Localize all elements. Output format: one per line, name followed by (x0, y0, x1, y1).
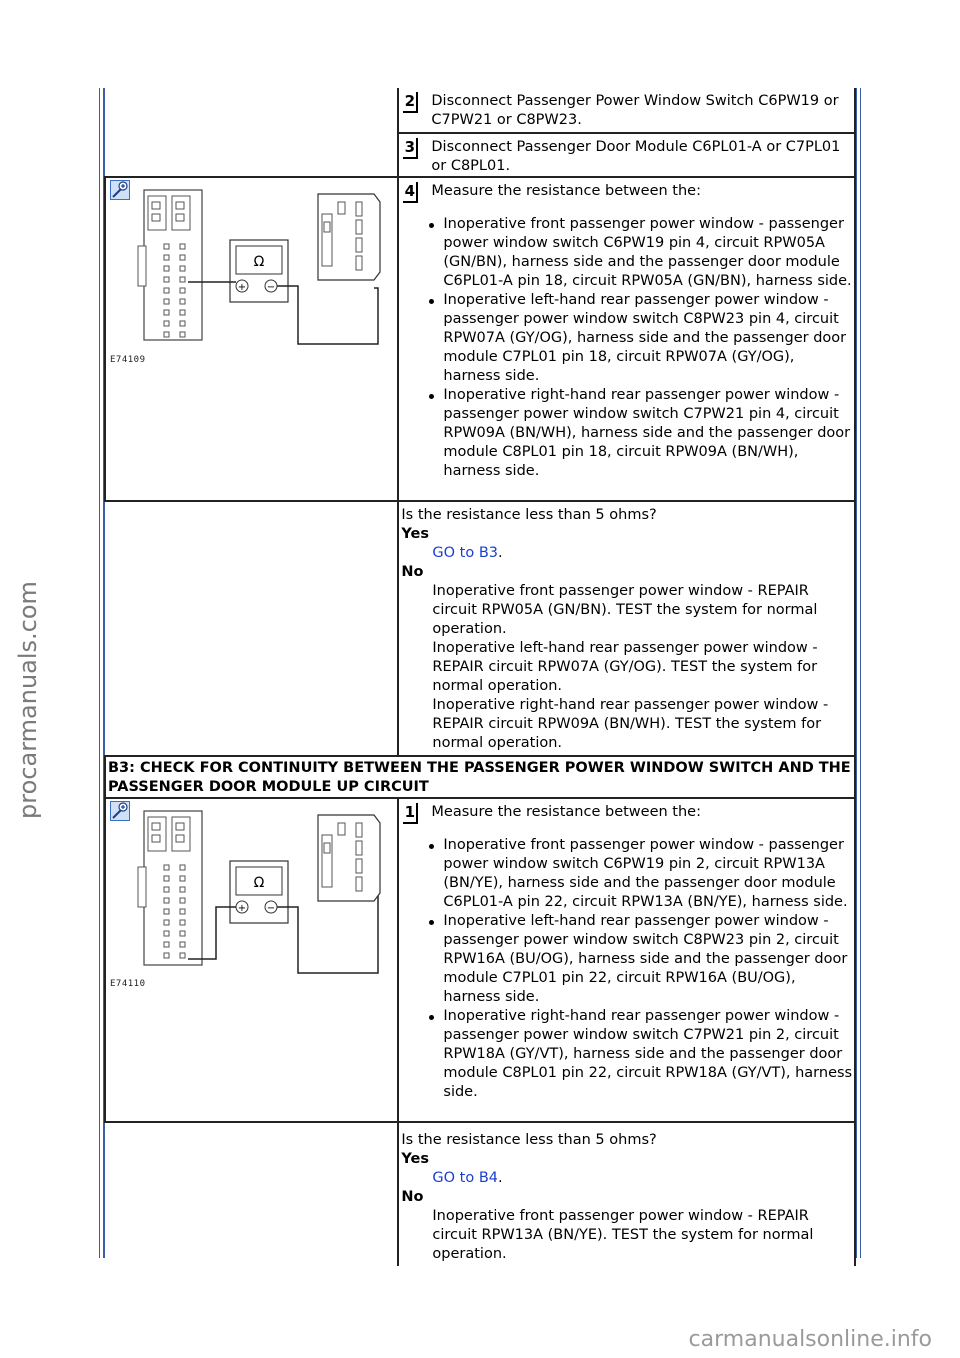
resistance-measurement-diagram (130, 188, 392, 348)
step-row-3 (105, 133, 855, 177)
yes-label: Yes (401, 1151, 430, 1167)
zoom-figure-icon[interactable] (110, 801, 130, 821)
figure-code: E74109 (110, 355, 146, 365)
figure-cell (105, 177, 398, 501)
list-item: Inoperative front passenger power window - passenger power window switch C6PW19 pin 4, circuit RPW05A (GN/BN), harness side and the passenger door module C6PL01-A pin 18, circuit RPW05A (GN/BN), harness side. (443, 215, 854, 291)
question-block: Is the resistance less than 5 ohms? Yes GO to B3. No Inoperative front passenger power window - REPAIR circuit RPW05A (GN/BN). TEST the system for normal operation. Inoperative left-hand rear passenger power window - REPAIR circuit RPW07A (GY/OG). TEST the system for normal operation. Inoperative right-hand rear passenger power window - REPAIR circuit RPW09A (BN/WH). TEST the system for normal operation. (399, 502, 854, 755)
left-margin-rule (99, 88, 100, 1258)
figure-cell (105, 798, 398, 1122)
step-number: 4 (403, 182, 418, 203)
step-4 (399, 178, 854, 203)
list-item: Inoperative front passenger power window - passenger power window switch C6PW19 pin 2, circuit RPW13A (BN/YE), harness side and the passenger door module C6PL01-A pin 22, circuit RPW13A (BN/YE), harness side. (443, 836, 854, 912)
meter-symbol: Ω (253, 875, 265, 891)
right-margin-rule (860, 88, 861, 1258)
step-text: Disconnect Passenger Power Window Switch C6PW19 or C7PW21 or C8PW23. (431, 93, 839, 128)
list-item: Inoperative right-hand rear passenger power window - passenger power window switch C7PW21 pin 4, circuit RPW09A (BN/WH), harness side and the passenger door module C8PL01 pin 18, circuit RPW09A (BN/WH), harness side. (443, 386, 854, 481)
meter-symbol: Ω (253, 254, 265, 270)
question-row-2 (105, 1122, 855, 1266)
list-item: Inoperative left-hand rear passenger power window - passenger power window switch C8PW23 pin 2, circuit RPW16A (BU/OG), harness side and the passenger door module C7PL01 pin 22, circuit RPW16A (BU/OG), harness side. (443, 912, 854, 1007)
go-to-b3-link[interactable]: GO to B3 (432, 545, 498, 561)
list-item: Inoperative left-hand rear passenger power window - passenger power window switch C8PW23 pin 4, circuit RPW07A (GY/OG), harness side and the passenger door module C7PL01 pin 18, circuit RPW07A (GY/OG), harness side. (443, 291, 854, 386)
step-text: Disconnect Passenger Door Module C6PL01-A or C7PL01 or C8PL01. (431, 139, 841, 174)
measurement-list (399, 836, 854, 1102)
yes-label: Yes (401, 526, 430, 542)
step-text: Measure the resistance between the: (431, 804, 701, 820)
step-text: Measure the resistance between the: (431, 183, 701, 199)
repair-instruction: Inoperative right-hand rear passenger power window - REPAIR circuit RPW09A (BN/WH). TEST the system for normal operation. (432, 697, 829, 751)
figure-code: E74110 (110, 979, 146, 989)
svg-text:−: − (266, 282, 276, 293)
no-label: No (401, 564, 424, 580)
procedure-content (104, 88, 856, 1266)
section-header-b3: B3: CHECK FOR CONTINUITY BETWEEN THE PASSENGER POWER WINDOW SWITCH AND THE PASSENGER DOOR MODULE UP CIRCUIT (105, 756, 855, 798)
repair-instruction: Inoperative left-hand rear passenger power window - REPAIR circuit RPW07A (GY/OG). TEST the system for normal operation. (432, 640, 818, 694)
step-number: 1 (403, 803, 418, 824)
side-watermark: procarmanuals.com (14, 581, 43, 819)
no-label: No (401, 1189, 424, 1205)
repair-instruction: Inoperative front passenger power window - REPAIR circuit RPW13A (BN/YE). TEST the system for normal operation. (432, 1208, 814, 1262)
resistance-measurement-diagram (130, 809, 392, 979)
question-block: Is the resistance less than 5 ohms? Yes GO to B4. No Inoperative front passenger power window - REPAIR circuit RPW13A (BN/YE). TEST the system for normal operation. (399, 1123, 854, 1266)
b3-step-row-1 (105, 798, 855, 1122)
step-number: 3 (403, 138, 418, 159)
step-2 (399, 88, 854, 130)
question-text: Is the resistance less than 5 ohms? (401, 507, 657, 523)
b3-step-1 (399, 799, 854, 824)
repair-instruction: Inoperative front passenger power window - REPAIR circuit RPW05A (GN/BN). TEST the system for normal operation. (432, 583, 818, 637)
svg-text:−: − (266, 903, 276, 914)
section-header-row (105, 756, 855, 798)
list-item: Inoperative right-hand rear passenger power window - passenger power window switch C7PW21 pin 2, circuit RPW18A (GY/VT), harness side and the passenger door module C8PL01 pin 22, circuit RPW18A (GY/VT), harness side. (443, 1008, 853, 1100)
procedure-table (104, 88, 856, 1266)
step-row-2 (105, 88, 855, 133)
svg-text:+: + (237, 903, 247, 914)
go-to-b4-link[interactable]: GO to B4 (432, 1170, 498, 1186)
question-text: Is the resistance less than 5 ohms? (401, 1132, 657, 1148)
question-row-1 (105, 501, 855, 756)
measurement-list (399, 215, 854, 481)
zoom-figure-icon[interactable] (110, 180, 130, 200)
step-row-4 (105, 177, 855, 501)
step-3 (399, 134, 854, 176)
footer-watermark: carmanualsonline.info (688, 1327, 932, 1352)
svg-text:+: + (237, 282, 247, 293)
step-number: 2 (403, 92, 418, 113)
